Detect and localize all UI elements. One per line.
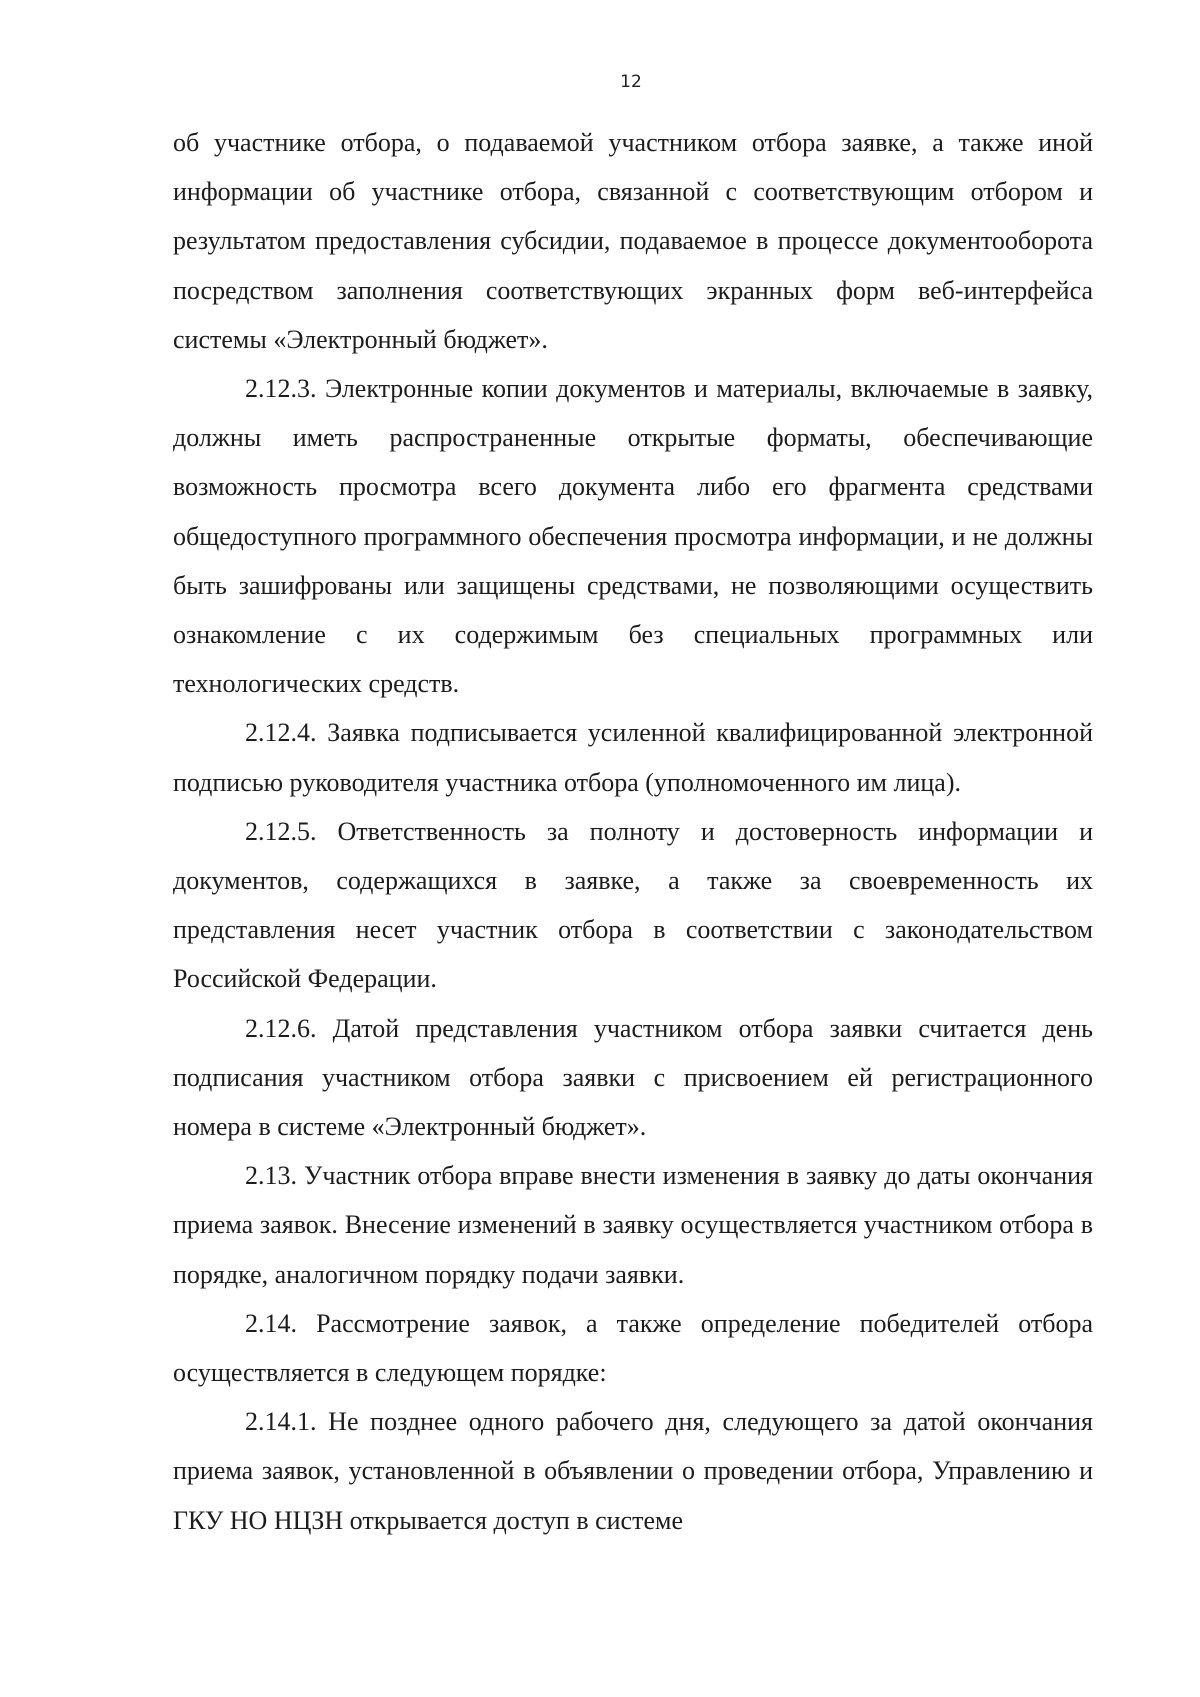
paragraph-2-13: 2.13. Участник отбора вправе внести изменения в заявку до даты окончания приема заявок. Внесение изменений в заявку осуществляется участником отбора в порядке, аналогичном порядку подачи заявки. (173, 1161, 1093, 1289)
document-body (173, 118, 1093, 1545)
paragraph-2-14-1: 2.14.1. Не позднее одного рабочего дня, следующего за датой окончания приема заявок, установленной в объявлении о проведении отбора, Управлению и ГКУ НО НЦЗН открывается доступ в системе (173, 1407, 1093, 1535)
paragraph-2-12-4: 2.12.4. Заявка подписывается усиленной квалифицированной электронной подписью руководителя участника отбора (уполномоченного им лица). (173, 718, 1093, 797)
paragraph-2-12-3: 2.12.3. Электронные копии документов и материалы, включаемые в заявку, должны иметь распространенные открытые форматы, обеспечивающие возможность просмотра всего документа либо его фрагмента средствами общедоступного программного обеспечения просмотра информации, и не должны быть зашифрованы или защищены средствами, не позволяющими осуществить ознакомление с их содержимым без специальных программных или технологических средств. (173, 374, 1093, 699)
paragraph-continuation: об участнике отбора, о подаваемой участником отбора заявке, а также иной информации об участнике отбора, связанной с соответствующим отбором и результатом предоставления субсидии, подаваемое в процессе документооборота посредством заполнения соответствующих экранных форм веб-интерфейса системы «Электронный бюджет». (173, 128, 1093, 354)
paragraph-2-12-6: 2.12.6. Датой представления участником отбора заявки считается день подписания участником отбора заявки с присвоением ей регистрационного номера в системе «Электронный бюджет». (173, 1013, 1093, 1142)
paragraph-2-14: 2.14. Рассмотрение заявок, а также определение победителей отбора осуществляется в следующем порядке: (173, 1308, 1093, 1388)
paragraph-2-12-5: 2.12.5. Ответственность за полноту и достоверность информации и документов, содержащихся в заявке, а также за своевременность их представления несет участник отбора в соответствии с законодательством Российской Федерации. (173, 816, 1093, 994)
page-number: 12 (620, 72, 642, 92)
